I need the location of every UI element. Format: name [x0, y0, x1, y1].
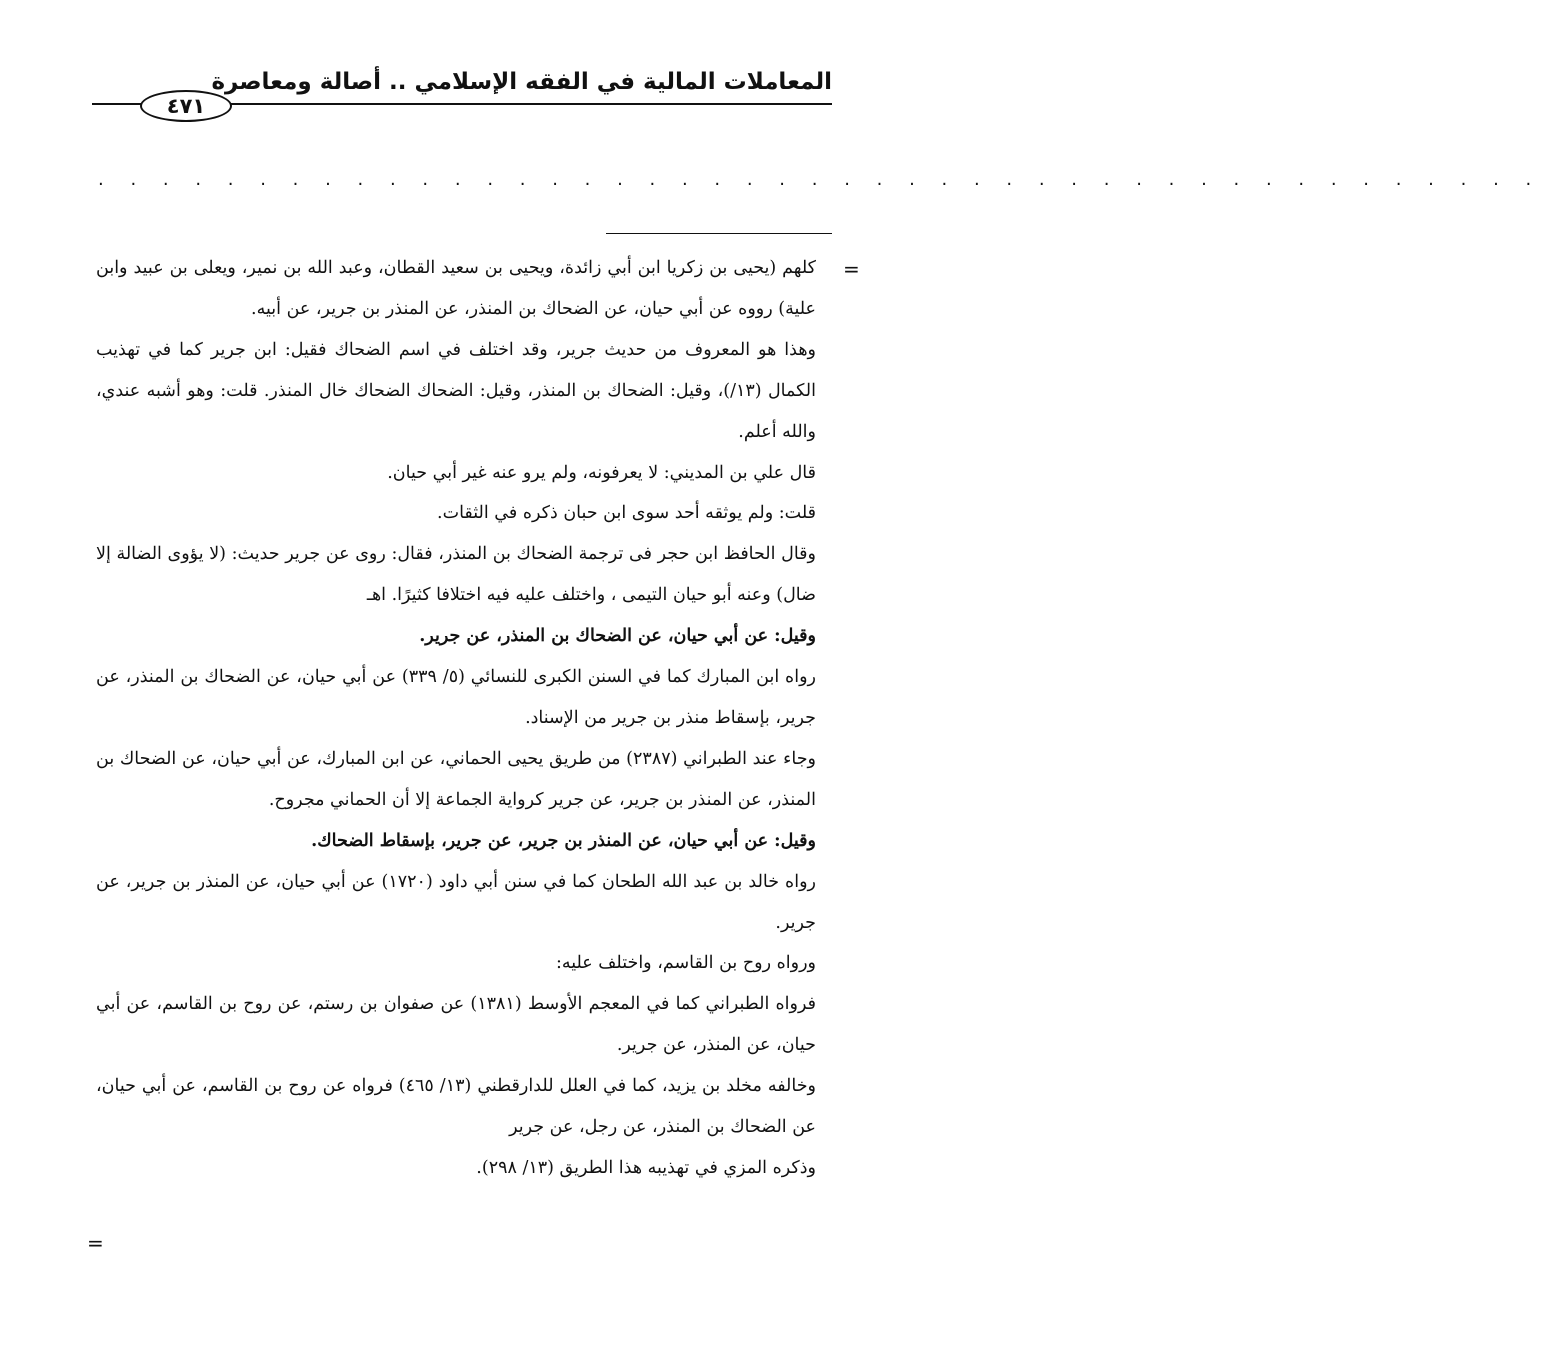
footnote-body	[96, 248, 816, 1189]
paragraph: رواه خالد بن عبد الله الطحان كما في سنن أبي داود (١٧٢٠) عن أبي حيان، عن المنذر بن جرير، عن جرير.	[96, 871, 816, 933]
paragraph-heading: وقيل: عن أبي حيان، عن المنذر بن جرير، عن جرير، بإسقاط الضحاك.	[311, 830, 816, 851]
paragraph-heading: وقيل: عن أبي حيان، عن الضحاك بن المنذر، عن جرير.	[419, 626, 816, 647]
paragraph: وجاء عند الطبراني (٢٣٨٧) من طريق يحيى الحماني، عن ابن المبارك، عن أبي حيان، عن الضحاك بن المنذر، عن المنذر بن جرير، عن جرير كرواية الجماعة إلا أن الحماني مجروح.	[96, 748, 817, 810]
paragraph: وخالفه مخلد بن يزيد، كما في العلل للدارقطني (١٣/ ٤٦٥) فرواه عن روح بن القاسم، عن أبي حيان، عن الضحاك بن المنذر، عن رجل، عن جرير	[96, 1076, 816, 1138]
paragraph: رواه ابن المبارك كما في السنن الكبرى للنسائي (٥/ ٣٣٩) عن أبي حيان، عن الضحاك بن المنذر، عن جرير، بإسقاط منذر بن جرير من الإسناد.	[96, 667, 816, 728]
paragraph: وذكره المزي في تهذيبه هذا الطريق (١٣/ ٢٩٨).	[476, 1157, 816, 1178]
paragraph: وقال الحافظ ابن حجر فى ترجمة الضحاك بن المنذر، فقال: روى عن جرير حديث: (لا يؤوى الضالة إلا ضال) وعنه أبو حيان التيمى ، واختلف عليه فيه اختلافا كثيرًا. اهـ	[96, 544, 816, 606]
continuation-mark-top: =	[843, 257, 860, 281]
continuation-mark-bottom: =	[87, 1231, 104, 1255]
dotted-separator: . . . . . . . . . . . . . . . . . . . . . . . . . . . . . . . . . . . . . . . . . . . . .	[98, 169, 1542, 190]
page-number-badge: ٤٧١	[140, 90, 232, 122]
paragraph: وهذا هو المعروف من حديث جرير، وقد اختلف في اسم الضحاك فقيل: ابن جرير كما في تهذيب الكمال (١٣/)، وقيل: الضحاك بن المنذر، وقيل: الضحاك الضحاك خال المنذر. قلت: وهو أشبه عندي، والله أعلم.	[96, 339, 816, 442]
paragraph: كلهم (يحيى بن زكريا ابن أبي زائدة، ويحيى بن سعيد القطان، وعبد الله بن نمير، ويعلى بن عبيد وابن علية) رووه عن أبي حيان، عن الضحاك بن المنذر، عن المنذر بن جرير، عن أبيه.	[96, 258, 816, 319]
paragraph: قلت: ولم يوثقه أحد سوى ابن حبان ذكره في الثقات.	[437, 503, 816, 524]
footnote-rule	[606, 233, 832, 234]
paragraph: فرواه الطبراني كما في المعجم الأوسط (١٣٨١) عن صفوان بن رستم، عن روح بن القاسم، عن أبي حيان، عن المنذر، عن جرير.	[96, 994, 817, 1056]
paragraph: ورواه روح بن القاسم، واختلف عليه:	[555, 953, 816, 974]
paragraph: قال علي بن المديني: لا يعرفونه، ولم يرو عنه غير أبي حيان.	[387, 462, 816, 483]
running-header-title: المعاملات المالية في الفقه الإسلامي .. أصالة ومعاصرة	[211, 69, 832, 95]
